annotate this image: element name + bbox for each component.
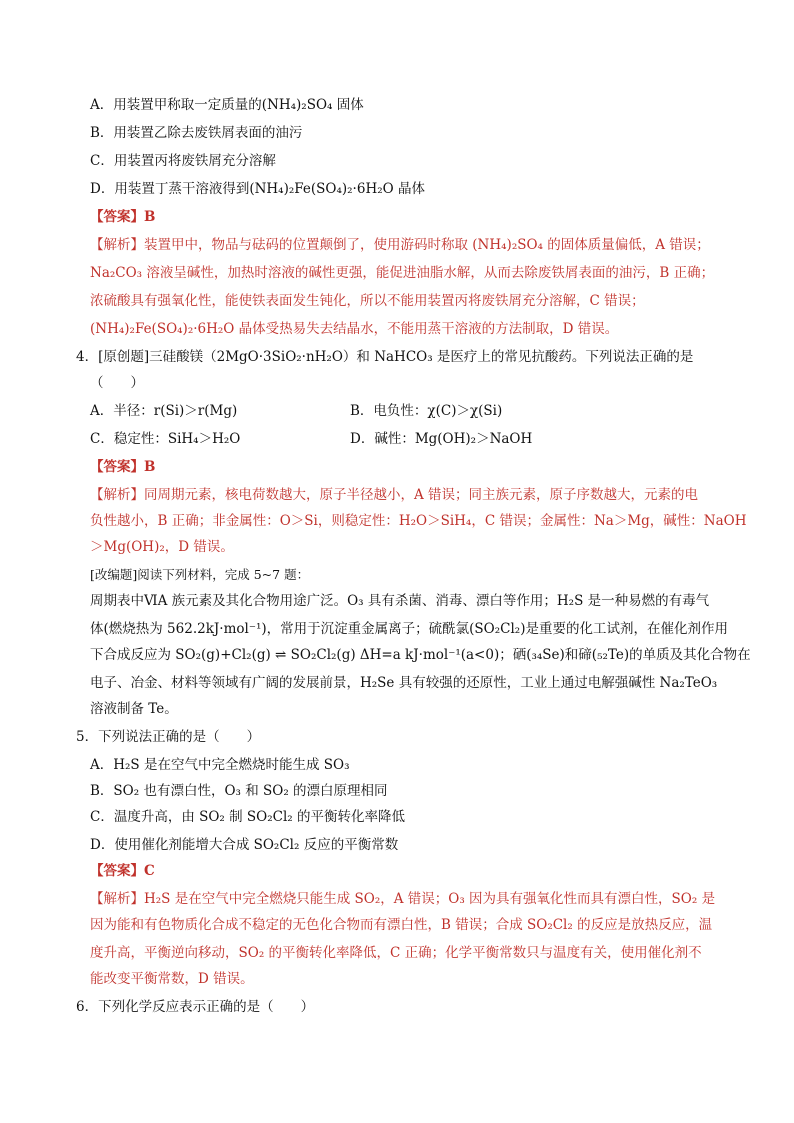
material-line: 溶液制备 Te。: [90, 701, 178, 717]
option-c: C．用装置丙将废铁屑充分溶解: [90, 153, 276, 169]
option-b: B．电负性：χ(C)＞χ(Si): [350, 403, 503, 419]
explanation-line: 【解析】同周期元素，核电荷数越大，原子半径越小，A 错误；同主族元素，原子序数越大，元素的电: [90, 487, 699, 503]
material-intro: [改编题]阅读下列材料，完成 5~7 题：: [90, 567, 310, 582]
answer-label: 【答案】B: [90, 209, 156, 225]
answer-blank: （ ）: [90, 375, 144, 391]
explanation-line: (NH₄)₂Fe(SO₄)₂·6H₂O 晶体受热易失去结晶水，不能用蒸干溶液的方法制取，D 错误。: [90, 321, 619, 337]
material-line: 周期表中ⅥA 族元素及其化合物用途广泛。O₃ 具有杀菌、消毒、漂白等作用；H₂S 是一种易燃的有毒气: [90, 593, 710, 609]
option-d: D．用装置丁蒸干溶液得到(NH₄)₂Fe(SO₄)₂·6H₂O 晶体: [90, 181, 425, 197]
explanation-line: ＞Mg(OH)₂，D 错误。: [90, 539, 234, 555]
option-a: A．半径：r(Si)＞r(Mg): [90, 403, 238, 419]
explanation-line: Na₂CO₃ 溶液呈碱性，加热时溶液的碱性更强，能促进油脂水解，从而去除废铁屑表面的油污，B 正确；: [90, 265, 715, 281]
material-line: 电子、冶金、材料等领域有广阔的发展前景，H₂Se 具有较强的还原性，工业上通过电解强碱性 Na₂TeO₃: [90, 675, 718, 691]
option-d: D．碱性：Mg(OH)₂＞NaOH: [350, 431, 533, 447]
explanation-line: 【解析】H₂S 是在空气中完全燃烧只能生成 SO₂，A 错误；O₃ 因为具有强氧化性而具有漂白性，SO₂ 是: [90, 891, 716, 907]
explanation-line: 因为能和有色物质化合成不稳定的无色化合物而有漂白性，B 错误；合成 SO₂Cl₂ 的反应是放热反应，温: [90, 917, 713, 933]
option-a: A．用装置甲称取一定质量的(NH₄)₂SO₄ 固体: [90, 97, 364, 113]
answer-label: 【答案】C: [90, 863, 155, 879]
option-d: D．使用催化剂能增大合成 SO₂Cl₂ 反应的平衡常数: [90, 837, 399, 853]
option-b: B．SO₂ 也有漂白性，O₃ 和 SO₂ 的漂白原理相同: [90, 783, 388, 799]
explanation-line: 负性越小，B 正确；非金属性：O＞Si，则稳定性：H₂O＞SiH₄，C 错误；金属性：Na＞Mg，碱性：NaOH: [90, 513, 747, 529]
question-stem: 5．下列说法正确的是（ ）: [76, 729, 261, 745]
explanation-line: 度升高，平衡逆向移动，SO₂ 的平衡转化率降低，C 正确；化学平衡常数只与温度有关，使用催化剂不: [90, 945, 702, 961]
option-c: C．温度升高，由 SO₂ 制 SO₂Cl₂ 的平衡转化率降低: [90, 809, 406, 825]
explanation-line: 能改变平衡常数，D 错误。: [90, 971, 254, 987]
option-a: A．H₂S 是在空气中完全燃烧时能生成 SO₃: [90, 757, 350, 773]
explanation-line: 浓硫酸具有强氧化性，能使铁表面发生钝化，所以不能用装置丙将废铁屑充分溶解，C 错误；: [90, 293, 645, 309]
answer-label: 【答案】B: [90, 459, 156, 475]
option-b: B．用装置乙除去废铁屑表面的油污: [90, 125, 303, 141]
option-c: C．稳定性：SiH₄＞H₂O: [90, 431, 241, 447]
material-line: 下合成反应为 SO₂(g)+Cl₂(g) ⇌ SO₂Cl₂(g) ΔH=a kJ·mol⁻¹(a<0)；硒(₃₄Se)和碲(₅₂Te)的单质及其化合物在: [90, 647, 751, 663]
material-line: 体(燃烧热为 562.2kJ·mol⁻¹)，常用于沉淀重金属离子；硫酰氯(SO₂Cl₂)是重要的化工试剂，在催化剂作用: [90, 621, 728, 637]
question-stem: 4．[原创题]三硅酸镁（2MgO·3SiO₂·nH₂O）和 NaHCO₃ 是医疗上的常见抗酸药。下列说法正确的是: [76, 349, 694, 365]
explanation-line: 【解析】装置甲中，物品与砝码的位置颠倒了，使用游码时称取 (NH₄)₂SO₄ 的固体质量偏低，A 错误；: [90, 237, 710, 253]
question-stem: 6．下列化学反应表示正确的是（ ）: [76, 999, 315, 1015]
